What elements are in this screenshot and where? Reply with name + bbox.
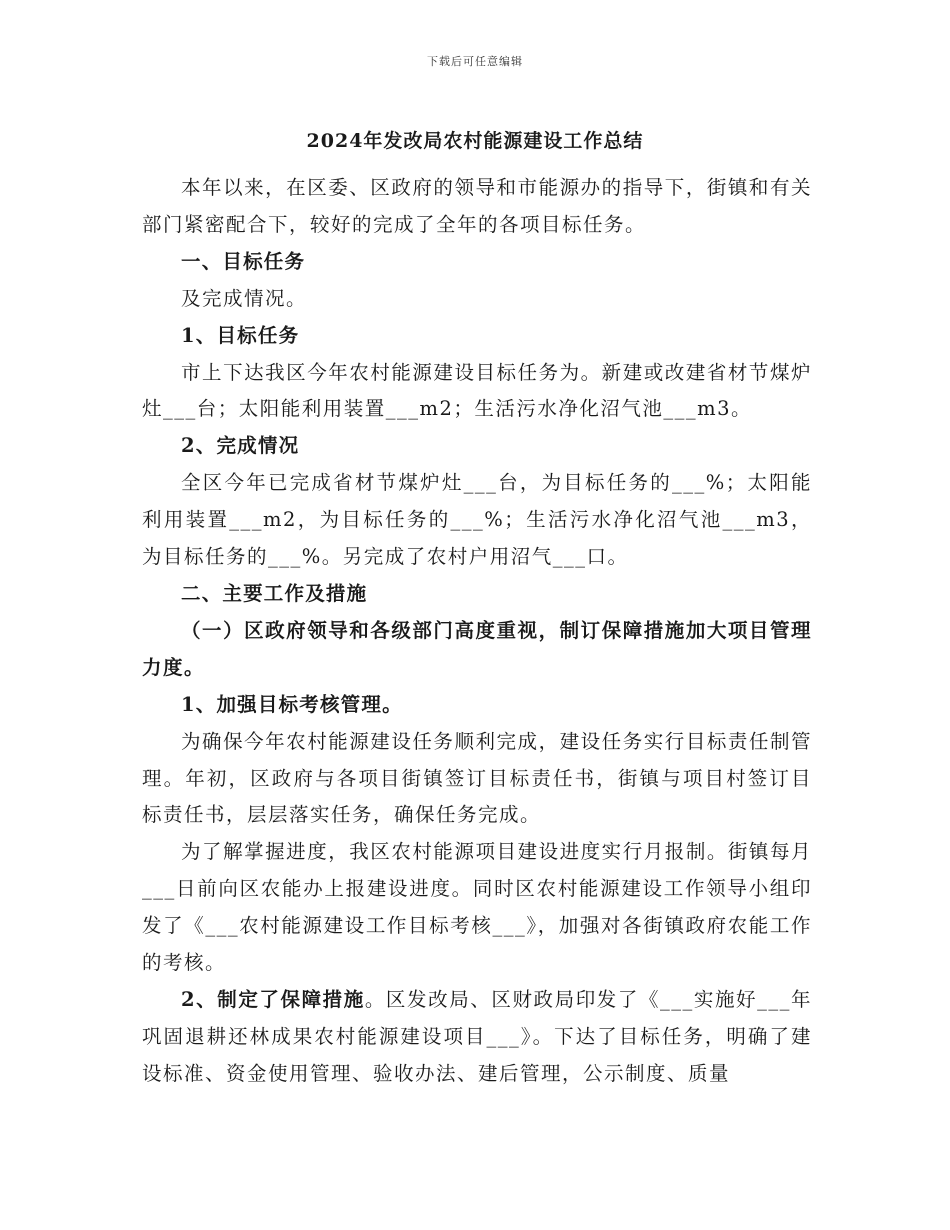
section-heading-main-work: 二、主要工作及措施 — [181, 581, 368, 605]
document-body — [142, 170, 812, 1093]
subheading-completion: 2、完成情况 — [181, 434, 300, 458]
completion-intro: 及完成情况。 — [181, 286, 308, 310]
subsection-heading-government: （一）区政府领导和各级部门高度重视，制订保障措施加大项目管理力度。 — [142, 618, 812, 679]
header-note: 下载后可任意编辑 — [427, 55, 523, 68]
measures-heading: 2、制定了保障措施 — [181, 987, 365, 1011]
completion-paragraph: 全区今年已完成省材节煤炉灶___台，为目标任务的___%；太阳能利用装置___m2，为目标任务的___%；生活污水净化沼气池___m3，为目标任务的___%。另完成了农村户用沼气___口。 — [142, 471, 812, 569]
document-title: 2024年发改局农村能源建设工作总结 — [306, 130, 644, 152]
section-heading-targets: 一、目标任务 — [181, 249, 306, 273]
strengthen-paragraph-1: 为确保今年农村能源建设任务顺利完成，建设任务实行目标责任制管理。年初，区政府与各项目街镇签订目标责任书，街镇与项目村签订目标责任书，层层落实任务，确保任务完成。 — [142, 729, 812, 827]
measures-text: 。区发改局、区财政局印发了《___实施好___年巩固退耕还林成果农村能源建设项目___》。下达了目标任务，明确了建设标准、资金使用管理、验收办法、建后管理，公示制度、质量 — [142, 987, 812, 1085]
targets-paragraph: 市上下达我区今年农村能源建设目标任务为。新建或改建省材节煤炉灶___台；太阳能利用装置___m2；生活污水净化沼气池___m3。 — [142, 360, 812, 421]
subheading-targets: 1、目标任务 — [181, 323, 300, 347]
subheading-strengthen: 1、加强目标考核管理。 — [181, 692, 403, 716]
measures-paragraph — [142, 982, 812, 1093]
strengthen-paragraph-2: 为了解掌握进度，我区农村能源项目建设进度实行月报制。街镇每月___日前向区农能办上报建设进度。同时区农村能源建设工作领导小组印发了《___农村能源建设工作目标考核___》，加强对各街镇政府农能工作的考核。 — [142, 840, 812, 975]
intro-paragraph: 本年以来，在区委、区政府的领导和市能源办的指导下，街镇和有关部门紧密配合下，较好的完成了全年的各项目标任务。 — [142, 176, 812, 236]
